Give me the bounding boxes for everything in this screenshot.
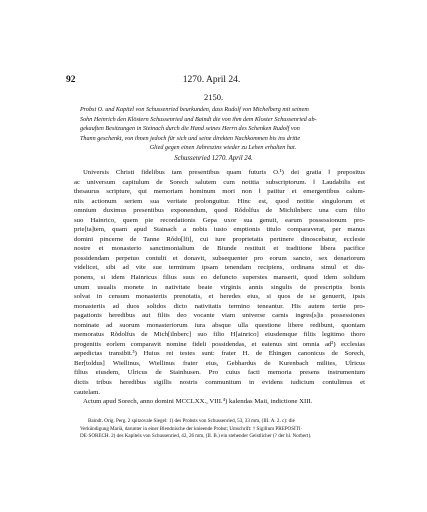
- regest-line: gekauften Besitzungen in Steinach durch die Hand seines Herrn des Schenken Rudolf von: [80, 126, 300, 132]
- archival-notes: [80, 418, 366, 441]
- place-date: Schussenried 1270. April 24.: [174, 155, 253, 162]
- closing-line: Actum apud Sorech, anno domini MCCLXX., VIII.⁴) kalendas Maii, indictione XIII.: [83, 398, 313, 406]
- regest-summary: [80, 106, 366, 154]
- body-line: videlicet, sibi ad vite sue terminum ipsam tenendam recipiens, ordinans simul et dis-: [74, 264, 365, 272]
- body-line: ponens, si idem Hainricus filius suus eo defuncto superstes manserit, quod idem solidum: [74, 274, 365, 282]
- body-line: thesaurus scripture, qui memoriam hominum mori non ‖ patitur et emergentibus calum-: [74, 188, 365, 196]
- body-line: Ber[toldus] Wiellinus, Wiellinus frater eius, Gebhardus de Kurenbach milites, Ulricus: [74, 359, 365, 367]
- regest-line: Thann geschenkt, von ihnen jedoch für sich und seine direkten Nachkommen bis ins dritte: [80, 135, 301, 142]
- body-line: pagationis heredibus aut filiis deo vocante viam universe carnis ingres[s]is possessiones: [74, 312, 365, 320]
- body-line: domini pincerne de Tanne Rǒdo[lfi], cui iure proprietatis pertinere dinoscebatur, ecclesie: [74, 235, 365, 243]
- page-number: 92: [66, 75, 76, 85]
- body-line: nostre et monasterio sanctimonialium de Biunde restituit et traditione libera pacifice: [74, 245, 365, 253]
- note-line: Verkündigung Mariä, darunter in einer Blendnische der knieende Probst; Umschrift: † Sigillum PREPOSITI·: [80, 425, 303, 432]
- body-line: filius eiusdem, Ulricus de Stainhusen. Pro cuius facti memoria presens instrumentum: [74, 369, 365, 377]
- charter-text: [74, 168, 365, 407]
- body-line: unum usualis monete in nativitate beate virginis annis singulis de prescriptis bonis: [74, 283, 365, 291]
- body-line: aepedictas transibit.³) Huius rei testes sunt: frater H. de Ehingen canonicus de Sorech,: [74, 350, 365, 358]
- regest-line: Glied gegen einen Jahreszins wieder zu Lehen erhalten hat.: [149, 145, 297, 151]
- document-number: 2150.: [203, 92, 224, 102]
- body-line: omnium duximus presentibus exponendum, quod Rǒdolfus de Michilnberc una cum filio: [74, 207, 365, 215]
- body-line: nominate ad suorum monasteriorum iura absque ulla questione libere redibunt, quoniam: [74, 321, 365, 329]
- body-line: cautelam.: [74, 388, 101, 396]
- regest-line: Sohn Heinrich den Klöstern Schussenried und Baindt die von ihm dem Kloster Schussenried ab-: [80, 116, 317, 123]
- body-line: niis actionum seriem sua veritate prolonguitur. Hinc est, quod notitie singulorum et: [74, 197, 365, 205]
- body-line: monasteriis ad duos solidos dicto nativitatis termino teneantur. His autem tertie pro-: [74, 302, 365, 310]
- body-line: prie[ta]tem, quam apud Stainach a nobis iusto emptionis titulo comparaverat, per manus: [74, 226, 365, 234]
- body-line: suo Hainrico, quem pie recordationis Gepa uxor sua genuit, earum possessionum pro-: [74, 216, 365, 224]
- body-line: solvat in censum monasteriis prenotatis, et heredes eius, si quos de se genuerit, ipsis: [74, 293, 365, 301]
- body-line: possidendam perpetuo contulit et donavit, subsequenter pro eorum sancto, sex denariorum: [74, 254, 365, 262]
- header-date: 1270. April 24.: [182, 75, 241, 85]
- body-line: ac universum capitulum de Sorech salutem cum notitia subscriptorum. ‖ Laudabilis est: [74, 178, 365, 186]
- running-header: [66, 75, 357, 87]
- body-line: progenitis eorlem comparavit nomine fideli possidendas, et eatenus sint omnia ad²) ecclesias: [74, 340, 365, 348]
- note-line: DE·SORECH. 2) des Kapitels von Schussenried, 42, 26 mm, (II. B.) ein stehender Geistlicher (? der hl. Norbert).: [80, 433, 312, 440]
- body-line: memoratus Rǒdolfus de Mich[ilnberc] suo filio H[ainrico] eiusdemque filiis legitimo thoro: [74, 331, 365, 339]
- body-line: dictis tribus heredibus sigillis nostris communitum in evidens iudicium contulimus et: [74, 379, 365, 387]
- regest-line: Probst O. und Kapitel von Schussenried beurkunden, dass Rudolf von Michelberg mit seinem: [80, 107, 309, 113]
- note-line: Baindt. Orig. Perg. 2 spitzovale Siegel: 1) des Probsts von Schussenried, 53, 33 mm, (III. A. 2. c): die: [88, 418, 295, 424]
- body-line: Universis Christi fidelibus tam presentibus quam futuris O.¹) dei gratia ‖ prepositus: [83, 169, 365, 176]
